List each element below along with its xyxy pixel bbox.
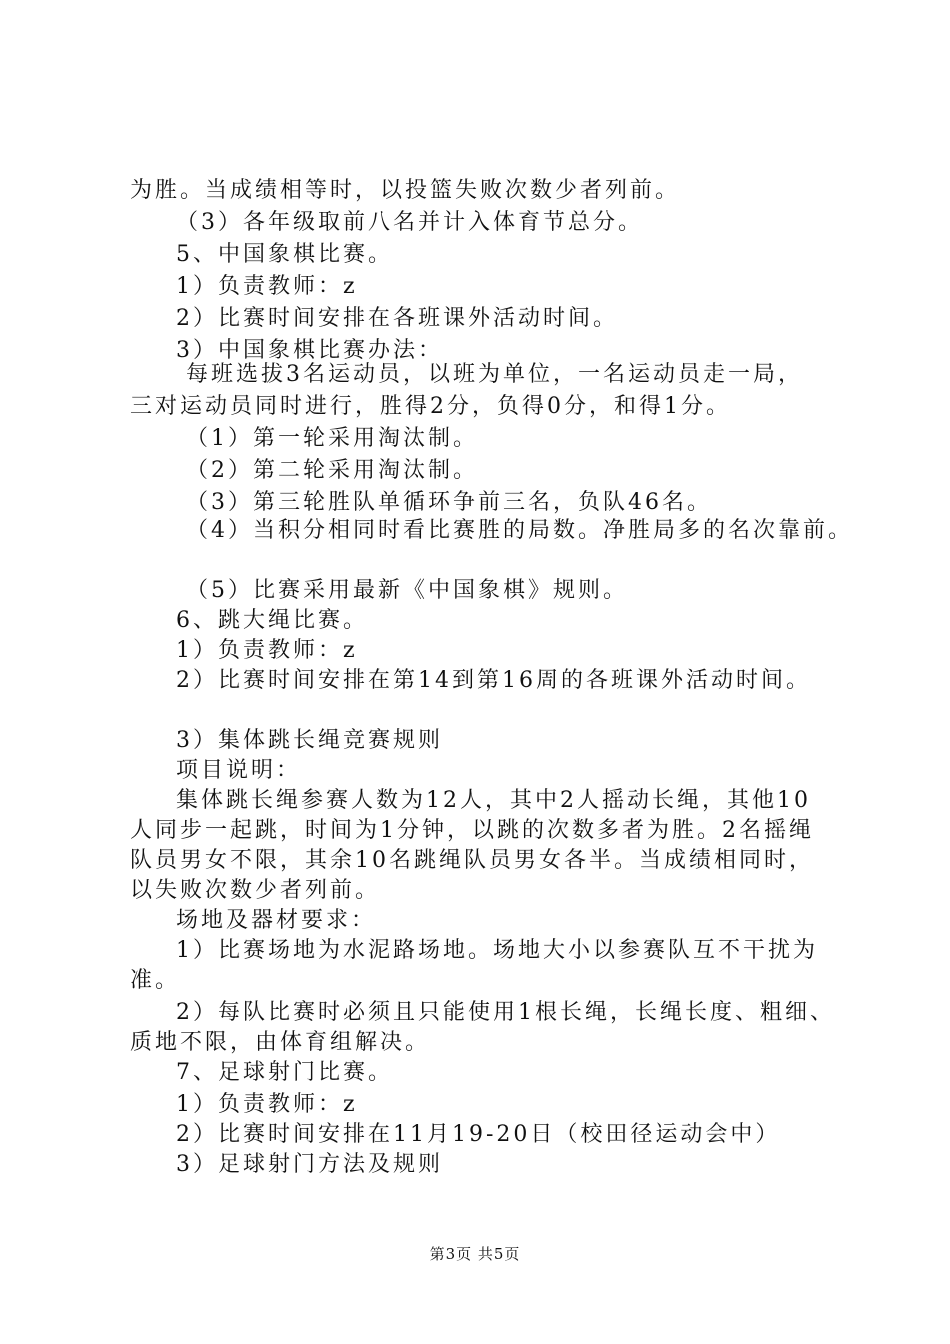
text-line: 人同步一起跳，时间为1分钟，以跳的次数多者为胜。2名摇绳 — [130, 818, 814, 843]
text-line: 以失败次数少者列前。 — [130, 878, 381, 903]
text-line: 项目说明： — [176, 758, 302, 783]
text-line: 6、跳大绳比赛。 — [176, 608, 368, 633]
text-line: 集体跳长绳参赛人数为12人，其中2人摇动长绳，其他10 — [176, 788, 811, 813]
text-line: 2）每队比赛时必须且只能使用1根长绳，长绳长度、粗细、 — [176, 1000, 835, 1025]
text-line: 准。 — [130, 968, 181, 993]
text-line: （5）比赛采用最新《中国象棋》规则。 — [186, 578, 628, 603]
text-line: 3）足球射门方法及规则 — [176, 1152, 443, 1177]
text-line: 为胜。当成绩相等时，以投篮失败次数少者列前。 — [130, 178, 681, 203]
text-line: 7、足球射门比赛。 — [176, 1060, 393, 1085]
text-line: （2）第二轮采用淘汰制。 — [186, 458, 478, 483]
text-line: （1）第一轮采用淘汰制。 — [186, 426, 478, 451]
text-line: 质地不限，由体育组解决。 — [130, 1030, 431, 1055]
text-line: 3）中国象棋比赛办法： — [176, 338, 443, 363]
text-line: 2）比赛时间安排在各班课外活动时间。 — [176, 306, 618, 331]
text-line: （3）各年级取前八名并计入体育节总分。 — [176, 210, 643, 235]
text-line: 2）比赛时间安排在第14到第16周的各班课外活动时间。 — [176, 668, 811, 693]
text-line: 2）比赛时间安排在11月19-20日（校田径运动会中） — [176, 1122, 781, 1147]
text-line: 三对运动员同时进行，胜得2分，负得0分，和得1分。 — [130, 394, 731, 419]
text-line: 1）负责教师：z — [176, 1092, 358, 1117]
text-line: 队员男女不限，其余10名跳绳队员男女各半。当成绩相同时， — [130, 848, 814, 873]
text-line: 1）负责教师：z — [176, 274, 358, 299]
text-line: 场地及器材要求： — [176, 908, 377, 933]
text-line: 每班选拔3名运动员，以班为单位，一名运动员走一局， — [186, 362, 803, 387]
text-line: 1）比赛场地为水泥路场地。场地大小以参赛队互不干扰为 — [176, 938, 818, 963]
text-line: 3）集体跳长绳竞赛规则 — [176, 728, 443, 753]
text-line: 5、中国象棋比赛。 — [176, 242, 393, 267]
text-line: 1）负责教师：z — [176, 638, 358, 663]
text-line: （4）当积分相同时看比赛胜的局数。净胜局多的名次靠前。 — [186, 518, 853, 543]
text-line: （3）第三轮胜队单循环争前三名，负队46名。 — [186, 490, 712, 515]
page-number-footer: 第3页 共5页 — [429, 1245, 521, 1263]
